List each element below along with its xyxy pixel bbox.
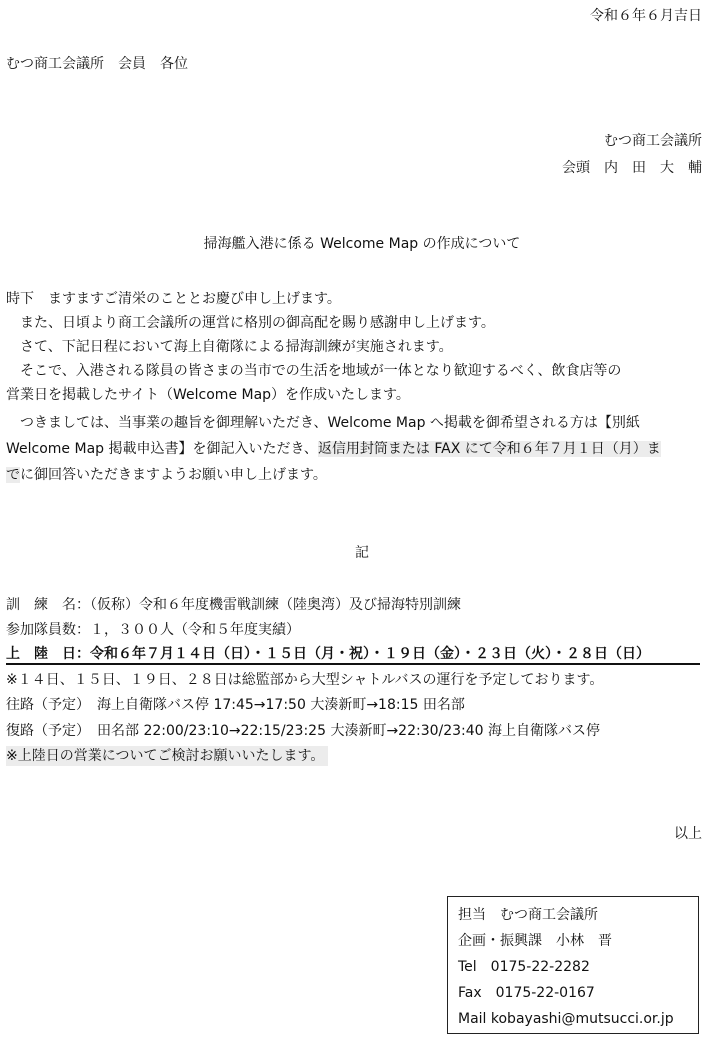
body-thanks: また、日頃より商工会議所の運営に格別の御高配を賜り感謝申し上げます。 bbox=[6, 315, 495, 331]
body-request-line1: つきましては、当事業の趣旨を御理解いただき、Welcome Map へ掲載を御希望される方は【別紙 bbox=[6, 415, 640, 431]
request-note-highlight: ※上陸日の営業についてご検討お願いいたします。 bbox=[6, 746, 328, 766]
request-deadline-highlight: 返信用封筒または FAX にて令和６年７月１日（月）ま bbox=[317, 441, 661, 457]
request-deadline-highlight-end: で bbox=[6, 467, 20, 483]
landing-days-underline bbox=[6, 663, 700, 665]
closing-mark: 以上 bbox=[674, 826, 702, 842]
document-title: 掃海艦入港に係る Welcome Map の作成について bbox=[203, 236, 521, 252]
contact-mail: Mail kobayashi@mutsucci.or.jp bbox=[458, 1011, 674, 1027]
sender-org: むつ商工会議所 bbox=[604, 133, 702, 149]
detail-request-note bbox=[6, 747, 328, 765]
detail-participants: 参加隊員数：１，３００人（令和５年度実績） bbox=[6, 622, 300, 638]
addressee: むつ商工会議所 会員 各位 bbox=[6, 56, 188, 72]
body-welcome-line1: そこで、入港される隊員の皆さまの当市での生活を地域が一体となり歓迎するべく、飲食店等の bbox=[6, 363, 622, 379]
detail-return-route: 復路（予定） 田名部 22:00/23:10→22:15/23:25 大湊新町→22:30/23:40 海上自衛隊バス停 bbox=[6, 723, 601, 739]
body-request-line3 bbox=[6, 466, 327, 484]
detail-landing-days: 上 陸 日：令和６年７月１４日（日）・１５日（月・祝）・１９日（金）・２３日（火）・２８日（日） bbox=[6, 646, 650, 662]
body-greeting: 時下 ますますご清栄のこととお慶び申し上げます。 bbox=[6, 291, 341, 307]
issue-date: 令和６年６月吉日 bbox=[590, 8, 702, 24]
contact-fax: Fax 0175-22-0167 bbox=[458, 985, 595, 1001]
request-form-text: Welcome Map 掲載申込書】を御記入いただき、 bbox=[6, 441, 318, 457]
request-closing-text: に御回答いただきますようお願い申し上げます。 bbox=[20, 467, 327, 483]
contact-tel: Tel 0175-22-2282 bbox=[458, 959, 590, 975]
detail-outbound-route: 往路（予定） 海上自衛隊バス停 17:45→17:50 大湊新町→18:15 田名部 bbox=[6, 697, 465, 713]
body-training-notice: さて、下記日程において海上自衛隊による掃海訓練が実施されます。 bbox=[6, 339, 453, 355]
body-welcome-line2: 営業日を掲載したサイト（Welcome Map）を作成いたします。 bbox=[6, 387, 410, 403]
notice-heading: 記 bbox=[355, 545, 369, 561]
sender-name: 会頭 内 田 大 輔 bbox=[562, 160, 702, 176]
detail-training-name: 訓 練 名：（仮称）令和６年度機雷戦訓練（陸奥湾）及び掃海特別訓練 bbox=[6, 597, 461, 613]
contact-box bbox=[447, 896, 699, 1034]
body-request-line2 bbox=[6, 440, 661, 458]
detail-shuttle-note: ※１４日、１５日、１９日、２８日は総監部から大型シャトルバスの運行を予定しております。 bbox=[6, 672, 604, 688]
contact-department: 担当 むつ商工会議所 bbox=[458, 907, 598, 923]
contact-person: 企画・振興課 小林 晋 bbox=[458, 933, 612, 949]
